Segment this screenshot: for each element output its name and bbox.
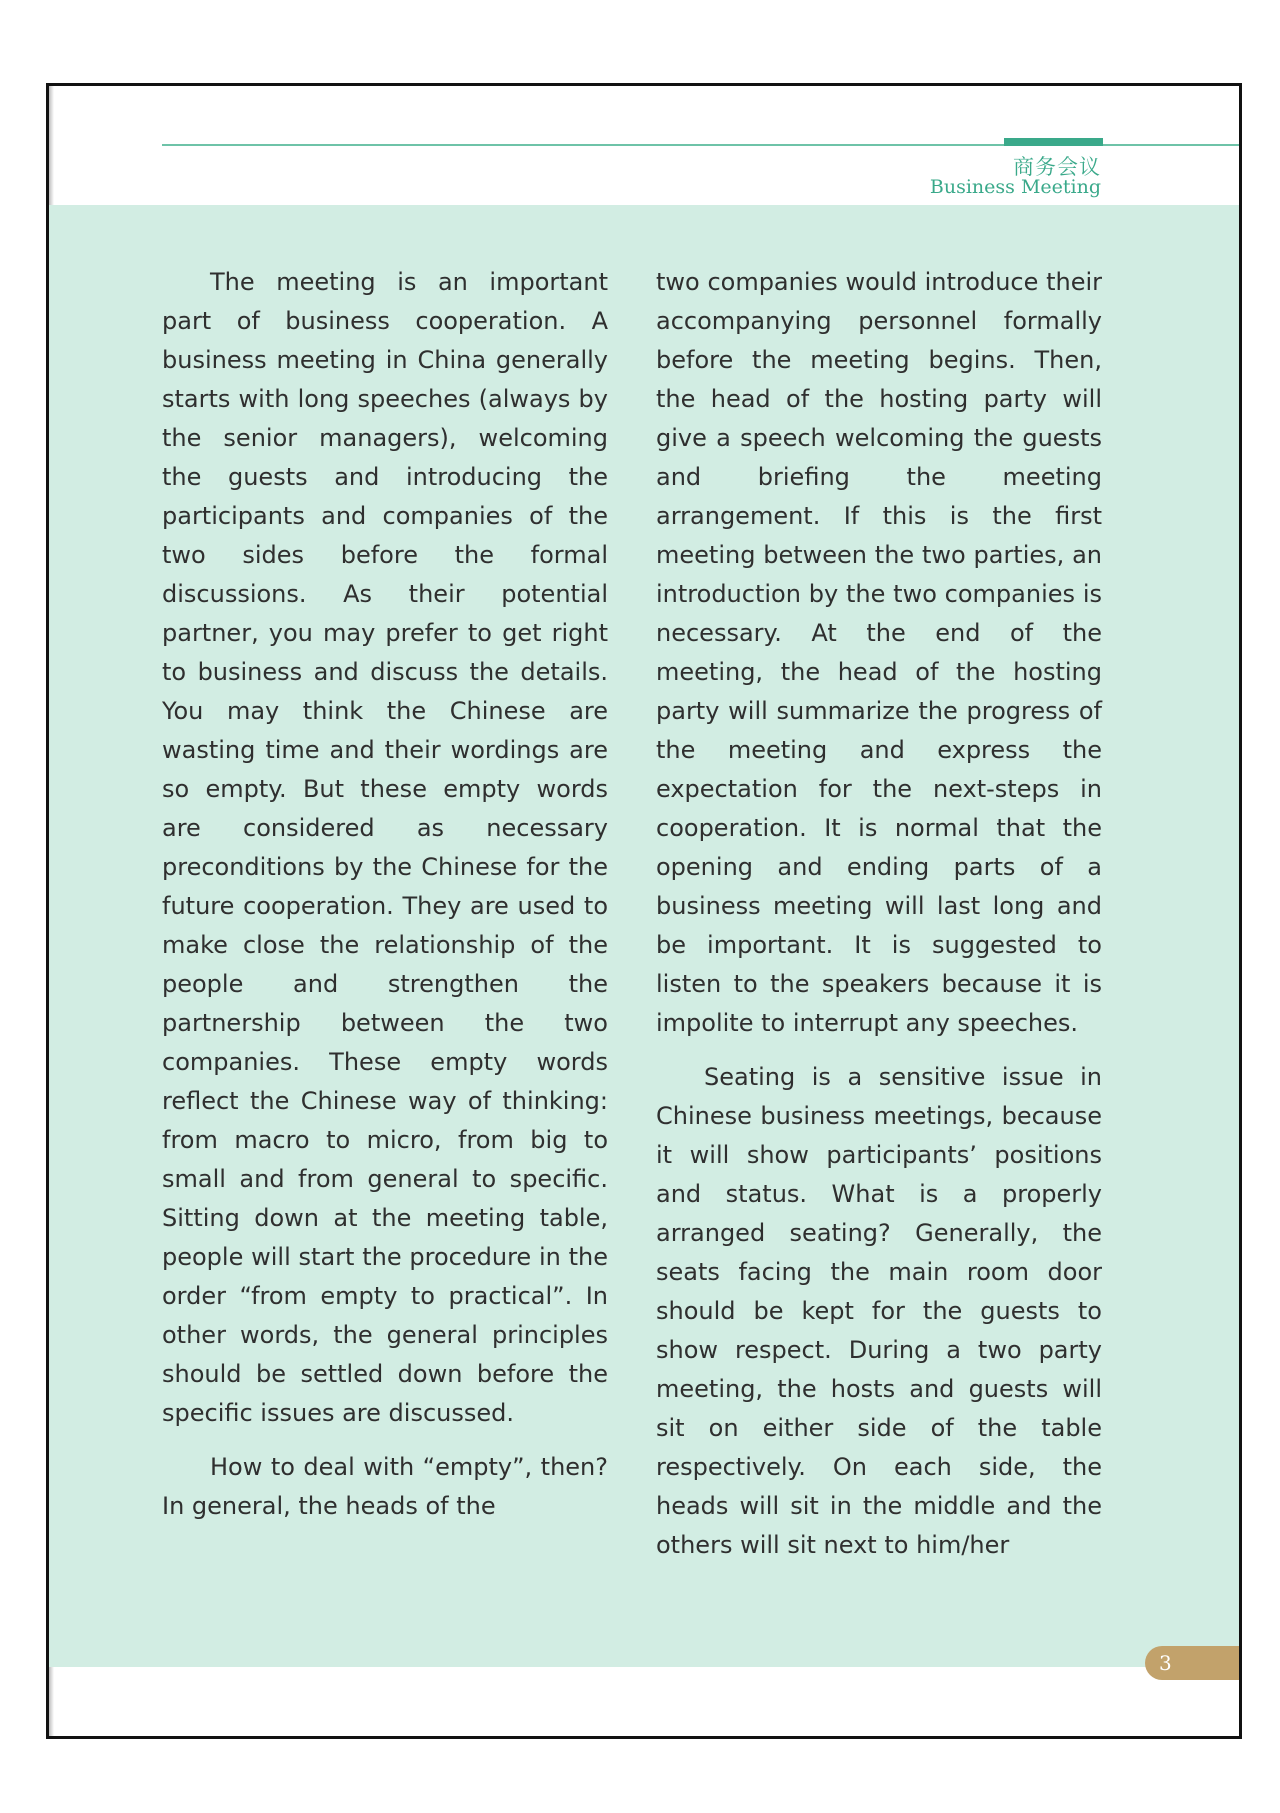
paragraph: The meeting is an important part of business cooperation. A business meeting in China generally starts with long speeches (always by the senior managers), welcoming the guests and introducing the participants and companies of the two sides before the formal discussions. As their potential partner, you may prefer to get right to business and discuss the details. You may think the Chinese are wasting time and their wordings are so empty. But these empty words are considered as necessary preconditions by the Chinese for the future cooperation. They are used to make close the relationship of the people and strengthen the partnership between the two companies. These empty words reflect the Chinese way of thinking: from macro to micro, from big to small and from general to specific. Sitting down at the meeting table, people will start the procedure in the order “from empty to practical”. In other words, the general principles should be settled down before the specific issues are discussed. (162, 268, 608, 1427)
page (46, 83, 1242, 1739)
running-header-chinese: 商务会议 (1013, 155, 1101, 179)
paragraph: two companies would introduce their accompanying personnel formally before the meeting begins. Then, the head of the hosting party will give a speech welcoming the guests and briefing the meeting arrangement. If this is the first meeting between the two parties, an introduction by the two companies is necessary. At the end of the meeting, the head of the hosting party will summarize the progress of the meeting and express the expectation for the next-steps in cooperation. It is normal that the opening and ending parts of a business meeting will last long and be important. It is suggested to listen to the speakers because it is impolite to interrupt any speeches. (656, 268, 1102, 1037)
content-panel (49, 205, 1239, 1667)
paragraph: How to deal with “empty”, then? In general, the heads of the (162, 1453, 608, 1520)
header-accent-tab (1004, 138, 1103, 146)
paragraph: Seating is a sensitive issue in Chinese business meetings, because it will show participants’ positions and status. What is a properly arranged seating? Generally, the seats facing the main room door should be kept for the guests to show respect. During a two party meeting, the hosts and guests will sit on either side of the table respectively. On each side, the heads will sit in the middle and the others will sit next to him/her (656, 1063, 1102, 1559)
right-column (656, 263, 1102, 1580)
running-header-english: Business Meeting (929, 176, 1101, 198)
page-number: 3 (1159, 1651, 1172, 1675)
page-number-tab (1145, 1646, 1242, 1680)
left-column (162, 263, 608, 1541)
